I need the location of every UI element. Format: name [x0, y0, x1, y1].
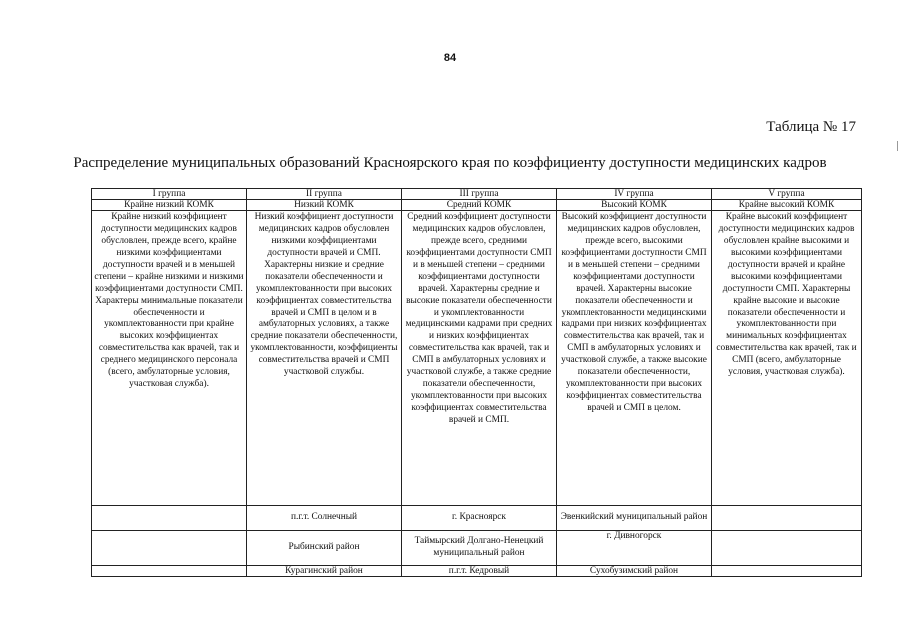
municipality-row: [92, 531, 862, 566]
table-label: Таблица № 17: [766, 119, 856, 135]
group-description-cell: Средний коэффициент доступности медицинских кадров обусловлен, прежде всего, средними коэффициентами доступности СМП и в меньшей степени – средними коэффициентами доступности врачей. Характерны средние и высокие показатели обеспеченности и укомплектованности медицинскими кадрами при средних и низких коэффициентах совместительства как врачей, так и СМП в амбулаторных условиях и участковой службе, а также средние показатели обеспеченности, укомплектованности при высоких коэффициентах совместительства врачей и СМП.: [402, 211, 557, 506]
group-level-cell: Высокий КОМК: [557, 200, 712, 211]
municipality-cell: Сухобузимский район: [557, 566, 712, 577]
group-level-cell: Средний КОМК: [402, 200, 557, 211]
group-description-cell: Низкий коэффициент доступности медицинских кадров обусловлен низкими коэффициентами доступности врачей и СМП. Характерны низкие и средние показатели обеспеченности и укомплектованности при высоких коэффициентах совместительства врачей и СМП в целом и в амбулаторных условиях, а также средние показатели обеспеченности, укомплектованности, коэффициенты совместительства врачей и СМП участковой службы.: [247, 211, 402, 506]
group-header-row: [92, 189, 862, 200]
municipality-row: [92, 566, 862, 577]
group-level-row: [92, 200, 862, 211]
municipality-cell: п.г.т. Солнечный: [247, 506, 402, 531]
group-description-cell: Высокий коэффициент доступности медицинских кадров обусловлен, прежде всего, высокими коэффициентами доступности СМП и в меньшей степени – средними коэффициентами доступности врачей. Характерны высокие показатели обеспеченности и укомплектованности медицинскими кадрами при низких коэффициентах совместительства как врачей, так и СМП в амбулаторных условиях и участковой службе, а также высокие показатели обеспеченности, укомплектованности при высоких коэффициентах совместительства врачей и СМП в целом.: [557, 211, 712, 506]
group-name-cell: IV группа: [557, 189, 712, 200]
group-name-cell: III группа: [402, 189, 557, 200]
municipality-cell: г. Дивногорск: [557, 531, 712, 566]
municipality-row: [92, 506, 862, 531]
scan-edge-mark: [897, 141, 898, 151]
group-level-cell: Низкий КОМК: [247, 200, 402, 211]
municipality-cell: Рыбинский район: [247, 531, 402, 566]
group-description-cell: Крайне высокий коэффициент доступности медицинских кадров обусловлен крайне высокими и высокими коэффициентами доступности врачей и крайне высокими коэффициентами доступности СМП. Характерны крайне высокие и высокие показатели обеспеченности и укомплектованности при минимальных коэффициентах совместительства как врачей, так и СМП (всего, амбулаторные условия, участковая служба).: [712, 211, 862, 506]
municipality-cell: [92, 506, 247, 531]
group-name-cell: II группа: [247, 189, 402, 200]
page-number: 84: [443, 52, 457, 64]
group-description-row: [92, 211, 862, 506]
municipality-cell: п.г.т. Кедровый: [402, 566, 557, 577]
municipality-cell: г. Красноярск: [402, 506, 557, 531]
municipality-cell: Эвенкийский муниципальный район: [557, 506, 712, 531]
group-name-cell: V группа: [712, 189, 862, 200]
municipality-cell: Курагинский район: [247, 566, 402, 577]
group-name-cell: I группа: [92, 189, 247, 200]
group-level-cell: Крайне низкий КОМК: [92, 200, 247, 211]
municipality-cell: Таймырский Долгано-Ненецкий муниципальный район: [402, 531, 557, 566]
municipality-cell: [92, 531, 247, 566]
table-title: Распределение муниципальных образований Красноярского края по коэффициенту доступности медицинских кадров: [73, 155, 827, 171]
group-level-cell: Крайне высокий КОМК: [712, 200, 862, 211]
municipality-cell: [92, 566, 247, 577]
distribution-table: [91, 188, 862, 577]
municipality-cell: [712, 531, 862, 566]
group-description-cell: Крайне низкий коэффициент доступности медицинских кадров обусловлен, прежде всего, крайне низкими коэффициентами доступности врачей и в меньшей степени – крайне низкими и низкими коэффициентами доступности СМП. Характеры минимальные показатели обеспеченности и укомплектованности при крайне высоких коэффициентах совместительства как врачей, так и среднего медицинского персонала (всего, амбулаторные условия, участковая служба).: [92, 211, 247, 506]
municipality-cell: [712, 566, 862, 577]
municipality-cell: [712, 506, 862, 531]
